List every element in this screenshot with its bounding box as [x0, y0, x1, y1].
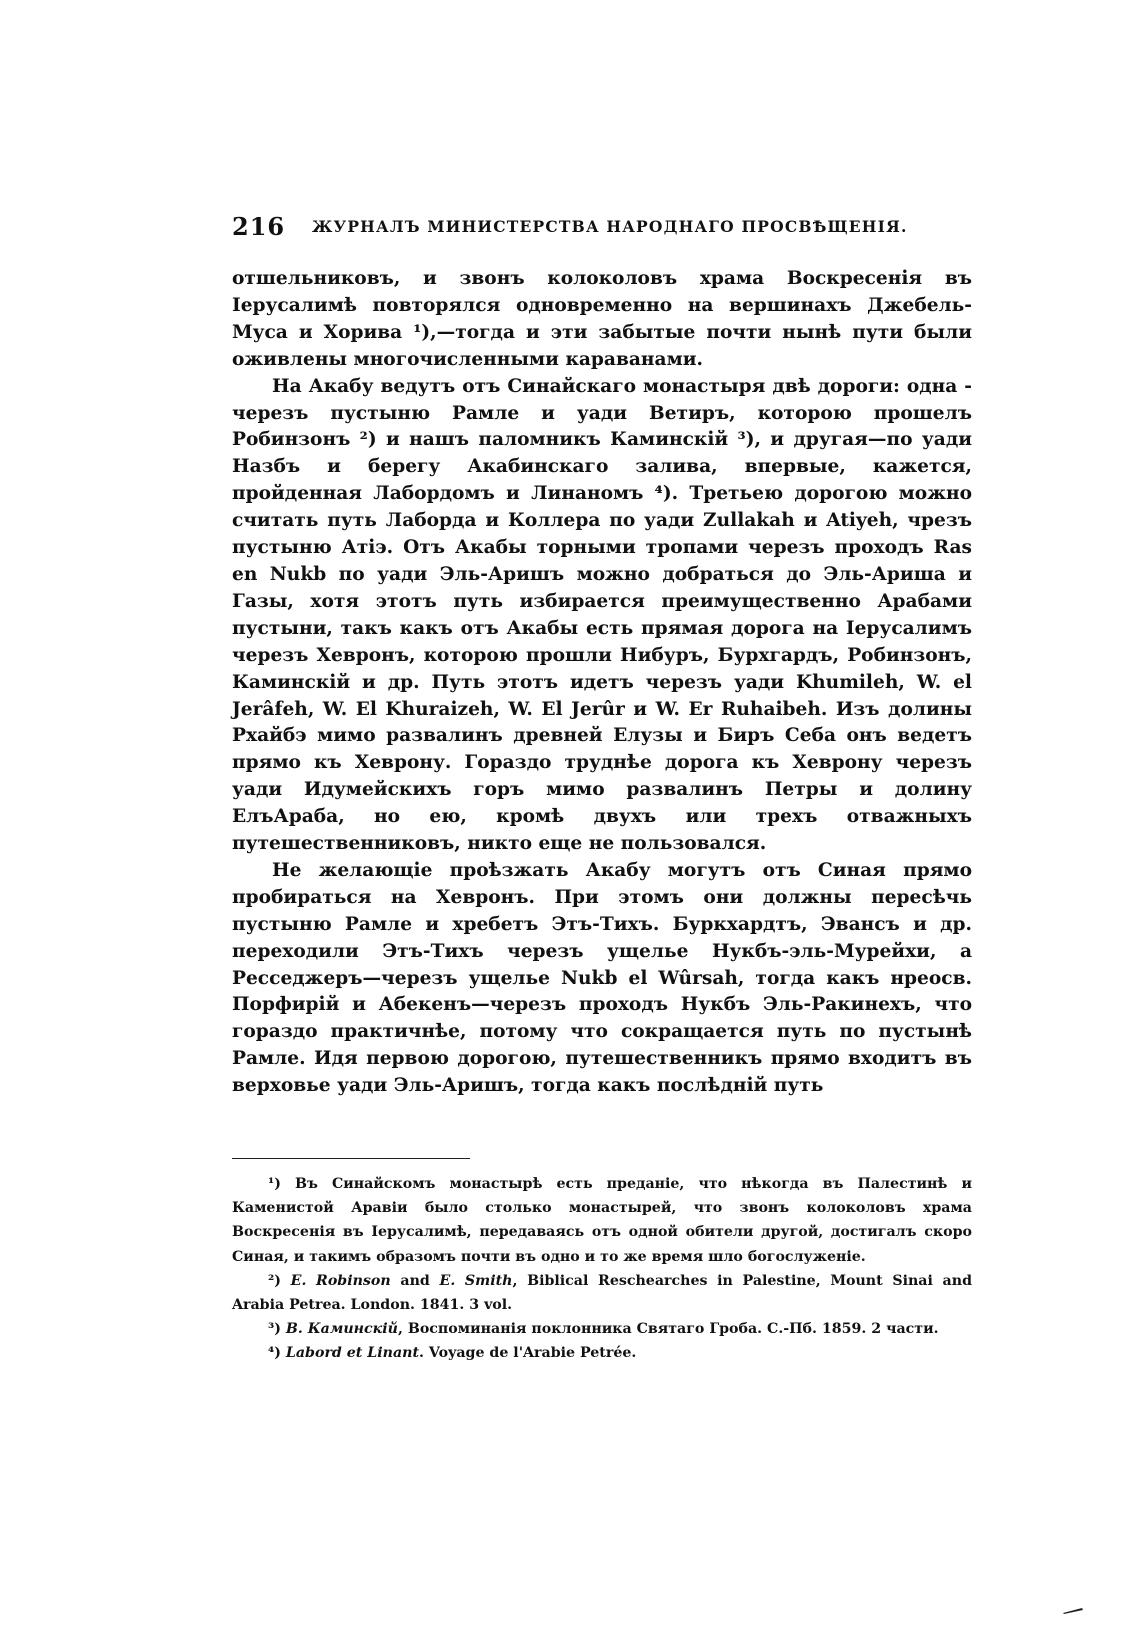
- paragraph-3: Не желающіе проѣзжать Акабу могутъ отъ Синая прямо пробираться на Хевронъ. При этомъ они должны пересѣчь пустыню Рамле и хребетъ Этъ-Тихъ. Буркхардтъ, Эвансъ и др. переходили Этъ-Тихъ черезъ ущелье Нукбъ-эль-Мурейхи, а Ресседжеръ—черезъ ущелье Nukb el Wûrsah, тогда какъ нреосв. Порфирій и Абекенъ—черезъ проходъ Нукбъ Эль-Ракинехъ, что гораздо практичнѣе, потому что сокращается путь по пустынѣ Рамле. Идя первою дорогою, путешественникъ прямо входитъ въ верховье уади Эль-Аришъ, тогда какъ послѣдній путь: [232, 859, 972, 1097]
- footnote-author-2: E. Smith: [439, 1272, 513, 1289]
- footnote-joiner: and: [390, 1272, 440, 1289]
- paragraph-2: На Акабу ведутъ отъ Синайскаго монастыря двѣ дороги: одна - черезъ пустыню Рамле и уади Ветиръ, которою прошелъ Робинзонъ ²) и нашъ паломникъ Каминскій ³), и другая—по уади Назбъ и берегу Акабинскаго залива, впервые, кажется, пройденная Лабордомъ и Линаномъ ⁴). Третьею дорогою можно считать путь Лаборда и Коллера по уади Zullakah и Atiyeh, чрезъ пустыню Атіэ. Отъ Акабы торными тропами черезъ проходъ Ras en Nukb по уади Эль-Аришъ можно добраться до Эль-Ариша и Газы, хотя этотъ путь избирается преимущественно Арабами пустыни, такъ какъ отъ Акабы есть прямая дорога на Іерусалимъ черезъ Хевронъ, которою прошли Нибуръ, Бурхгардъ, Робинзонъ, Каминскій и др. Путь этотъ идетъ черезъ уади Khumileh, W. el Jerâfeh, W. El Khuraizeh, W. El Jerûr и W. Er Ruhaibeh. Изъ долины Рхайбэ мимо развалинъ древней Елузы и Биръ Себа онъ ведетъ прямо къ Хеврону. Гораздо труднѣе дорога къ Хеврону черезъ уади Идумейскихъ горъ мимо развалинъ Петры и долину ЕлъАраба, но ею, кромѣ двухъ или трехъ отважныхъ путешественниковъ, никто еще не пользовался.: [232, 375, 972, 855]
- footnote-mark: ³): [268, 1321, 281, 1338]
- footnote-1: [232, 1172, 972, 1269]
- footnote-divider: [232, 1158, 470, 1159]
- footnote-mark: ²): [268, 1272, 281, 1289]
- footnotes: [232, 1172, 972, 1366]
- page-number: 216: [232, 212, 286, 241]
- footnote-mark: ⁴): [268, 1345, 281, 1362]
- scan-mark-icon: [1062, 1605, 1084, 1615]
- footnote-text: Въ Синайскомъ монастырѣ есть преданіе, что нѣкогда въ Палестинѣ и Каменистой Аравіи было столько монастырей, что звонъ колоколовъ храма Воскресенія въ Іерусалимѣ, передаваясь отъ одной обители другой, достигалъ скоро Синая, и такимъ образомъ почти въ одно и то же время шло богослуженіе.: [232, 1176, 972, 1265]
- footnote-text: , Biblical Reschearches in Palestine, Mount Sinai and Arabia Petrea. London. 1841. 3 vol.: [232, 1272, 972, 1314]
- footnote-text: , Воспоминанія поклонника Святаго Гроба. С.-Пб. 1859. 2 части.: [397, 1321, 939, 1338]
- running-head: ЖУРНАЛЪ МИНИСТЕРСТВА НАРОДНАГО ПРОСВѢЩЕНІЯ.: [312, 217, 908, 236]
- footnote-author: В. Каминскій: [285, 1321, 398, 1338]
- main-text: [232, 266, 972, 1100]
- footnote-mark: ¹): [268, 1176, 281, 1192]
- paragraph-1: отшельниковъ, и звонъ колоколовъ храма Воскресенія въ Іерусалимѣ повторялся одновременно на вершинахъ Джебель-Муса и Хорива ¹),—тогда и эти забытые почти нынѣ пути были оживлены многочисленными караванами.: [232, 268, 972, 370]
- footnote-author: E. Robinson: [290, 1272, 391, 1289]
- footnote-4: [232, 1341, 972, 1365]
- footnote-2: [232, 1269, 972, 1317]
- page-header: [232, 212, 972, 246]
- footnote-text: . Voyage de l'Arabie Petrée.: [419, 1345, 637, 1362]
- footnote-3: [232, 1317, 972, 1341]
- footnote-author: Labord et Linant: [285, 1345, 420, 1362]
